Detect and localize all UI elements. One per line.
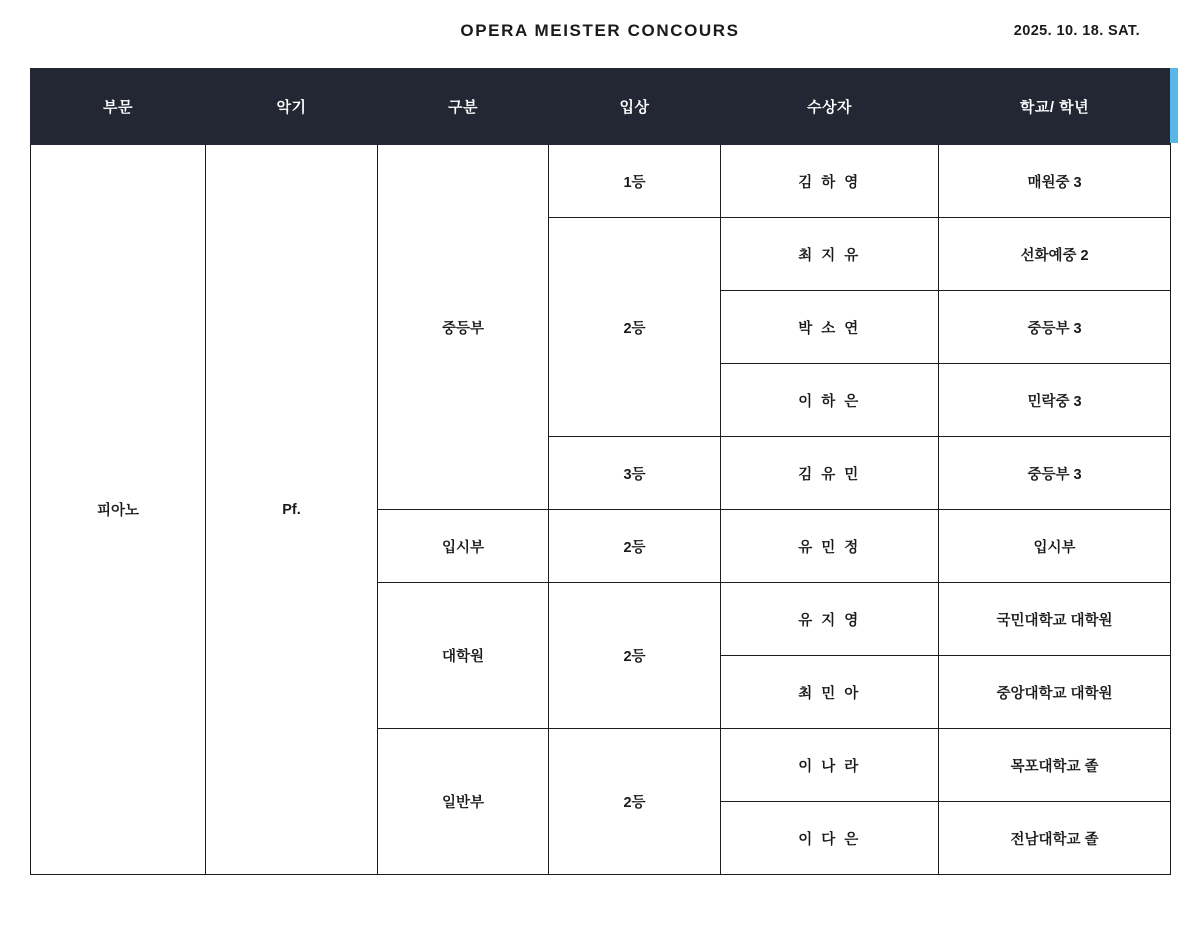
cell-winner: 김 유 민 [721, 437, 939, 510]
cell-school: 전남대학교 졸 [939, 802, 1171, 875]
cell-winner: 박 소 연 [721, 291, 939, 364]
table-row [31, 145, 1171, 218]
page-title: OPERA MEISTER CONCOURS [460, 21, 740, 40]
cell-school: 국민대학교 대학원 [939, 583, 1171, 656]
table-body [31, 145, 1171, 875]
table-header-row [31, 69, 1171, 145]
cell-school: 선화예중 2 [939, 218, 1171, 291]
column-header-winner: 수상자 [721, 69, 939, 145]
column-header-division: 구분 [378, 69, 549, 145]
cell-division: 일반부 [378, 729, 549, 875]
cell-school: 중등부 3 [939, 291, 1171, 364]
cell-division: 대학원 [378, 583, 549, 729]
cell-school: 목포대학교 졸 [939, 729, 1171, 802]
cell-school: 중등부 3 [939, 437, 1171, 510]
document-header [0, 0, 1200, 68]
results-table [30, 68, 1171, 875]
cell-instrument: Pf. [206, 145, 378, 875]
cell-prize: 1등 [549, 145, 721, 218]
cell-winner: 최 지 유 [721, 218, 939, 291]
cell-prize: 2등 [549, 510, 721, 583]
accent-bar [1170, 68, 1178, 143]
column-header-school-grade: 학교/ 학년 [939, 69, 1171, 145]
cell-winner: 유 민 정 [721, 510, 939, 583]
cell-category: 피아노 [31, 145, 206, 875]
table-header [31, 69, 1171, 145]
cell-school: 매원중 3 [939, 145, 1171, 218]
cell-prize: 2등 [549, 729, 721, 875]
cell-winner: 유 지 영 [721, 583, 939, 656]
results-table-container [30, 68, 1170, 875]
cell-prize: 2등 [549, 218, 721, 437]
cell-school: 입시부 [939, 510, 1171, 583]
cell-winner: 이 다 은 [721, 802, 939, 875]
cell-prize: 3등 [549, 437, 721, 510]
cell-division: 입시부 [378, 510, 549, 583]
cell-school: 중앙대학교 대학원 [939, 656, 1171, 729]
cell-winner: 최 민 아 [721, 656, 939, 729]
column-header-category: 부문 [31, 69, 206, 145]
cell-school: 민락중 3 [939, 364, 1171, 437]
cell-winner: 이 하 은 [721, 364, 939, 437]
cell-prize: 2등 [549, 583, 721, 729]
column-header-prize: 입상 [549, 69, 721, 145]
cell-division: 중등부 [378, 145, 549, 510]
cell-winner: 김 하 영 [721, 145, 939, 218]
column-header-instrument: 악기 [206, 69, 378, 145]
cell-winner: 이 나 라 [721, 729, 939, 802]
document-date: 2025. 10. 18. SAT. [1013, 23, 1140, 39]
